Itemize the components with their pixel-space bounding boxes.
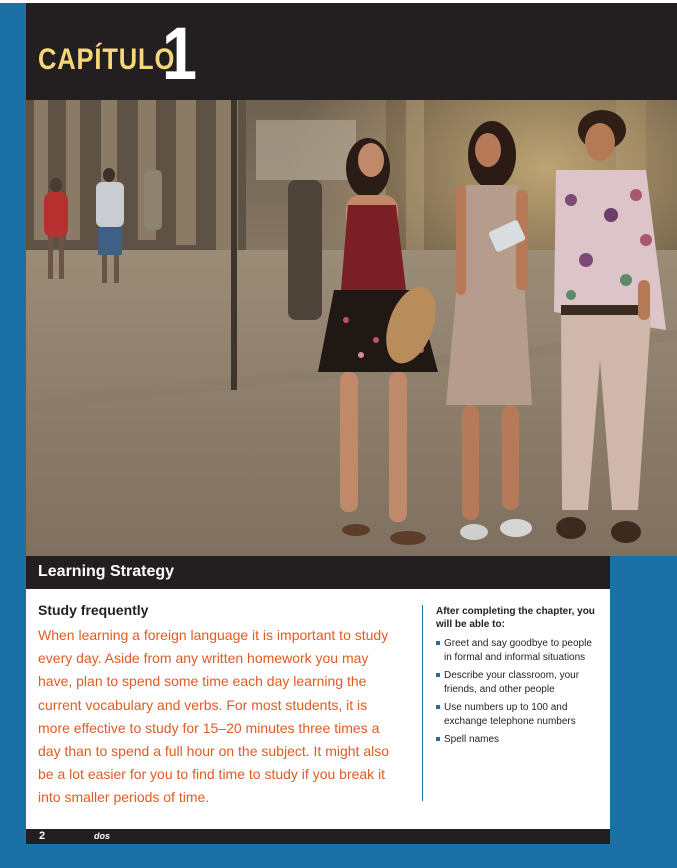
chapter-header — [26, 3, 677, 100]
chapter-label: CAPÍTULO — [38, 43, 176, 76]
goals-intro: After completing the chapter, you will be able to: — [436, 606, 595, 630]
content-box — [26, 589, 610, 829]
goal-item — [436, 701, 596, 728]
bullet-icon — [436, 673, 440, 677]
learning-strategy-bar — [26, 556, 610, 589]
page-number: 2 — [39, 830, 46, 842]
chapter-photo — [26, 100, 677, 556]
goal-text: Describe your classroom, your friends, and other people — [444, 670, 580, 695]
goal-item — [436, 669, 596, 696]
chapter-number: 1 — [162, 12, 197, 95]
page-footer — [26, 829, 610, 844]
bullet-icon — [436, 705, 440, 709]
study-heading: Study frequently — [38, 602, 149, 618]
goal-text: Use numbers up to 100 and exchange telephone numbers — [444, 702, 576, 727]
bullet-icon — [436, 641, 440, 645]
chapter-goals — [436, 605, 596, 752]
goal-text: Greet and say goodbye to people in formal and informal situations — [444, 638, 592, 663]
column-divider — [422, 605, 423, 801]
goal-item — [436, 733, 596, 747]
bullet-icon — [436, 737, 440, 741]
page-number-word: dos — [94, 831, 111, 841]
study-body: When learning a foreign language it is important to study every day. Aside from any written homework you may have, plan to spend some time each day learning the current vocabulary and verbs. For most students, it is more effective to study for 15–20 minutes three times a day than to spend a full hour on the subject. It might also be a lot easier for you to find time to study if you break it into smaller periods of time. — [38, 627, 389, 806]
section-title: Learning Strategy — [38, 563, 175, 580]
students-walking-photo — [26, 100, 677, 556]
goal-item — [436, 637, 596, 664]
goal-text: Spell names — [444, 734, 500, 745]
